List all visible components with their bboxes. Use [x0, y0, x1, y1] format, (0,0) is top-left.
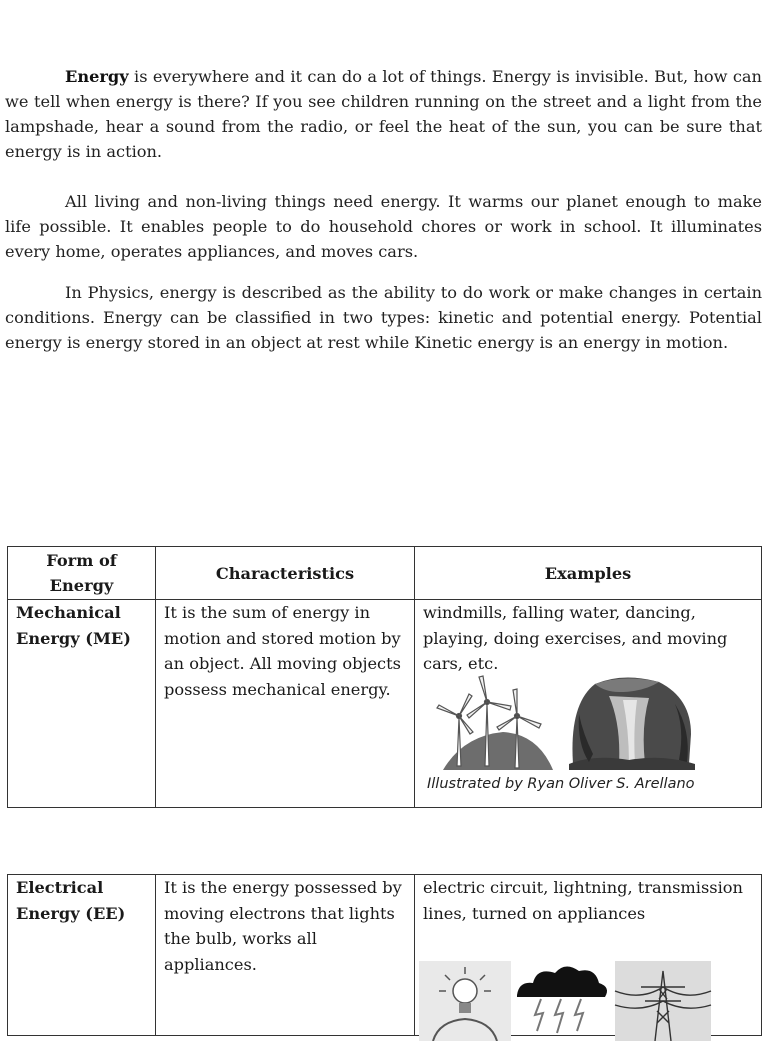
mechanical-energy-examples-cell — [415, 600, 762, 808]
electrical-examples-illustration — [419, 961, 719, 1041]
lightbulb-illustration — [419, 961, 511, 1041]
electrical-energy-examples-cell — [415, 875, 762, 1036]
mechanical-energy-examples: windmills, falling water, dancing, playing, doing exercises, and moving cars, etc. — [423, 603, 728, 673]
energy-forms-table-mechanical — [7, 546, 762, 808]
header-examples: Examples — [415, 547, 762, 600]
electrical-energy-examples: electric circuit, lightning, transmission lines, turned on appliances — [423, 878, 743, 923]
energy-term: Energy — [65, 67, 129, 86]
intro-paragraph-2-text: All living and non-living things need energy. It warms our planet enough to make life possible. It enables people to do household chores or work in school. It illuminates every home, operates appliances, and moves cars. — [5, 192, 762, 261]
electrical-energy-form: Electrical Energy (EE) — [8, 875, 156, 1036]
windmills-waterfall-illustration — [423, 674, 713, 770]
electrical-energy-characteristics: It is the energy possessed by moving electrons that lights the bulb, works all appliances. — [156, 875, 415, 1036]
intro-paragraph-1-text: is everywhere and it can do a lot of things. Energy is invisible. But, how can we tell when energy is there? If you see children running on the street and a light from the lampshade, hear a sound from the radio, or feel the heat of the sun, you can be sure that energy is in action. — [5, 67, 762, 161]
energy-forms-table-electrical — [7, 874, 762, 1036]
header-characteristics: Characteristics — [156, 547, 415, 600]
intro-paragraph-2 — [5, 189, 762, 264]
lightning-cloud-illustration — [517, 966, 607, 1033]
mechanical-energy-characteristics: It is the sum of energy in motion and stored motion by an object. All moving objects possess mechanical energy. — [156, 600, 415, 808]
intro-paragraph-3-text: In Physics, energy is described as the ability to do work or make changes in certain conditions. Energy can be classified in two types: kinetic and potential energy. Potential energy is energy stored in an object at rest while Kinetic energy is an energy in motion. — [5, 283, 762, 352]
mechanical-energy-form: Mechanical Energy (ME) — [8, 600, 156, 808]
intro-paragraph-1 — [5, 64, 762, 164]
waterfall-illustration — [569, 677, 695, 770]
header-form-of-energy: Form of Energy — [8, 547, 156, 600]
intro-paragraph-3 — [5, 280, 762, 355]
table-header-row — [8, 547, 762, 600]
illustration-credit: Illustrated by Ryan Oliver S. Arellano — [427, 776, 695, 792]
table-row — [8, 600, 762, 808]
transmission-tower-illustration — [615, 961, 711, 1041]
windmills-illustration — [437, 676, 553, 770]
table-row — [8, 875, 762, 1036]
